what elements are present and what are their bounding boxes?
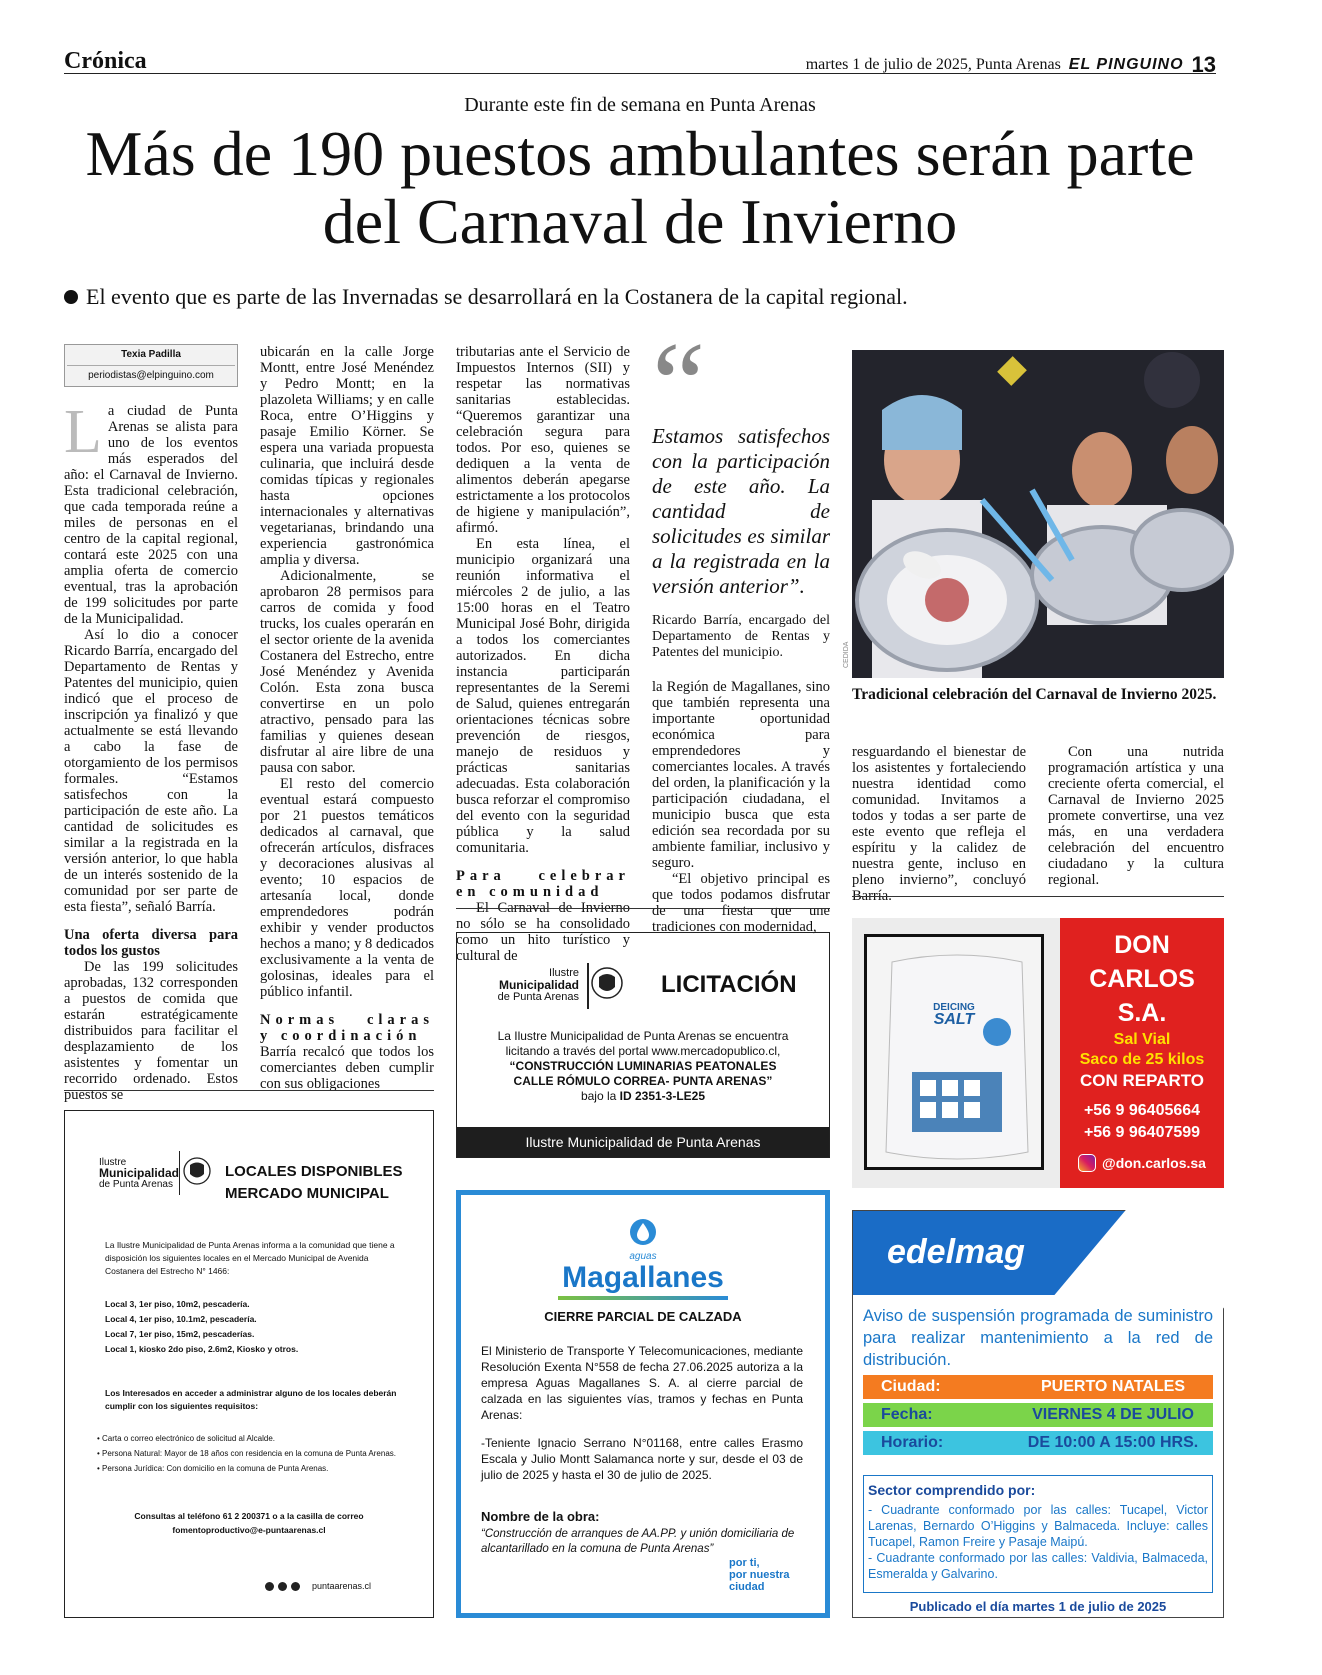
instagram-icon [1078, 1154, 1096, 1172]
logo-text: Ilustre [549, 967, 579, 979]
author-name: Texia Padilla [67, 347, 235, 366]
newspaper-brand: EL PINGUINO [1068, 56, 1184, 73]
paragraph: De las 199 solicitudes aprobadas, 132 corresponden a puestos de comida que estarán estratégicamente distribuidos para facilitar el desplazamiento de los asistentes y fomentar un recorrido ordenado. Estos puestos se [64, 959, 238, 1103]
page-header-info [806, 52, 1216, 78]
contact-line: Consultas al teléfono 61 2 200371 o a la casilla de correo [134, 1511, 364, 1521]
aviso-text: Aviso de suspensión programada de suministro para realizar mantenimiento a la red de distribución. [863, 1307, 1213, 1369]
logo-text: Ilustre [99, 1157, 127, 1168]
slogan-text: por [729, 1557, 750, 1569]
drummers-illustration [852, 350, 1224, 678]
author-email[interactable]: periodistas@elpinguino.com [88, 370, 214, 381]
row-label: Ciudad: [881, 1378, 941, 1395]
ad-line: “CONSTRUCCIÓN LUMINARIAS PEATONALES [509, 1059, 777, 1073]
ad-licitacion [456, 932, 830, 1158]
info-row [863, 1375, 1213, 1399]
paragraph: El resto del comercio eventual estará compuesto por 21 puestos temáticos dedicados al carnaval, que ofrecerán artículos, disfraces y decoraciones alusivas al evento; 10 espacios de artesanía local, donde emprendedores podrán exhibir y vender productos hechos a mano; y 8 dedicados exclusivamente a la venta de golosinas, ideales para el público infantil. [260, 776, 434, 1000]
header-rule [64, 73, 1216, 74]
quote-attribution: Ricardo Barría, encargado del Departamento de Rentas y Patentes del municipio. [652, 613, 830, 660]
ad-title [225, 1161, 403, 1205]
contact-info [65, 1509, 433, 1537]
logo-text: Municipalidad [99, 1166, 180, 1180]
row-value: DE 10:00 A 15:00 HRS. [1027, 1434, 1199, 1451]
twitter-icon[interactable] [278, 1582, 287, 1591]
shield-icon [587, 963, 623, 1009]
ad-aguas-magallanes [456, 1190, 830, 1618]
brand-small: aguas [629, 1251, 657, 1262]
info-row [863, 1403, 1213, 1427]
list-item: Local 4, 1er piso, 10.1m2, pescadería. [105, 1314, 257, 1324]
shield-icon [179, 1151, 213, 1195]
article-column-2 [260, 344, 434, 1092]
slogan [729, 1557, 790, 1593]
paragraph: a ciudad de Punta Arenas se alista para uno de los eventos más esperados del año: el Carnaval de Invierno. Esta tradicional celebración, que cada temporada reúne a miles de personas en el centro de la capital regional, contará este 2025 con una amplia oferta de comercio eventual, tras la aprobación de 199 solicitudes por parte de la Municipalidad. [64, 403, 238, 627]
municipality-logo [99, 1157, 179, 1190]
contact-email[interactable]: fomentoproductivo@e-puntaarenas.cl [172, 1525, 326, 1535]
article-kicker: Durante este fin de semana en Punta Arenas [464, 94, 816, 116]
row-value: PUERTO NATALES [1040, 1378, 1185, 1395]
ad-paragraph: -Teniente Ignacio Serrano N°01168, entre calles Erasmo Escala y Julio Montt Salamanca norte y sur, desde el 03 de julio de 2025 y hasta el 30 de julio de 2025. [481, 1436, 803, 1482]
municipality-logo [479, 967, 579, 1003]
list-item: Local 7, 1er piso, 15m2, pescaderías. [105, 1329, 255, 1339]
subtitle-text: El evento que es parte de las Invernadas se desarrollará en la Costanera de la capital regional. [86, 284, 908, 309]
list-item: Persona Jurídica: Con domicilio en la comuna de Punta Arenas. [102, 1464, 329, 1473]
row-label: Fecha: [881, 1406, 933, 1423]
instagram-handle[interactable] [1060, 1154, 1224, 1172]
logo-text: de Punta Arenas [99, 1179, 173, 1190]
paragraph: resguardando el bienestar de los asistentes y fortaleciendo nuestra identidad como comunidad. Invitamos a todos y todas a ser parte de este evento que refleja el espíritu y la calidez de nuestra gente, incluso en pleno invierno”, concluyó Barría. [852, 744, 1026, 904]
water-drop-icon [628, 1217, 658, 1247]
divider [64, 1090, 434, 1091]
row-label: Horario: [881, 1434, 944, 1451]
info-row [863, 1431, 1213, 1455]
pull-quote: Estamos satisfechos con la participación de este año. La cantidad de solicitudes es similar a la registrada en la versión anterior”. [652, 424, 830, 598]
paragraph: Con una nutrida programación artística y una creciente oferta comercial, el Carnaval de Invierno 2025 promete convertirse, una vez más, en una verdadera celebración del encuentro ciudadano y la cultura regional. [1048, 744, 1224, 888]
delivery-line: CON REPARTO [1079, 1071, 1205, 1090]
social-links [265, 1581, 371, 1591]
article-column-5 [852, 744, 1026, 904]
page-number: 13 [1191, 52, 1216, 77]
list-item: Carta o correo electrónico de solicitud al Alcalde. [102, 1434, 276, 1443]
ad-title: LICITACIÓN [661, 971, 797, 998]
article-column-6 [1048, 744, 1224, 888]
list-item: Local 1, kiosko 2do piso, 2.6m2, Kiosko y otros. [105, 1344, 299, 1354]
article-column-1 [64, 344, 238, 1103]
paragraph: Adicionalmente, se aprobaron 28 permisos para carros de comida y food trucks, los cuales operarán en el sector oriente de la avenida Costanera del Estrecho, entre José Menéndez y Avenida Colón. Esta zona busca convertirse en un polo atractivo, pensado para las familias y quienes desean disfrutar al aire libre de una pausa con sabor. [260, 568, 434, 776]
phone-number[interactable]: +56 9 96405664 [1083, 1102, 1201, 1119]
article-subtitle [64, 284, 908, 310]
slogan-text: ti, [749, 1557, 760, 1569]
slogan-text: nuestra [749, 1569, 790, 1581]
salt-bag-icon [882, 952, 1032, 1166]
facebook-icon[interactable] [265, 1582, 274, 1591]
sector-box [863, 1475, 1213, 1593]
brand-line: DON [1114, 931, 1170, 959]
locales-list [105, 1297, 405, 1357]
brand-name: edelmag [887, 1233, 1025, 1271]
title-line: LOCALES DISPONIBLES [225, 1163, 403, 1180]
don-carlos-panel [1060, 918, 1224, 1188]
ad-subheading: Nombre de la obra: [481, 1509, 600, 1524]
ad-line: licitando a través del portal www.mercadopublico.cl, [505, 1044, 781, 1058]
paragraph: El Carnaval de Invierno no sólo se ha consolidado como un hito turístico y cultural de [456, 900, 630, 964]
paragraph: En esta línea, el municipio organizará una reunión informativa el miércoles 2 de julio, a las 15:00 horas en el Teatro Municipal José Bohr, dirigida a todos los comerciantes autorizados. En dicha instancia participarán representantes de la Seremi de Salud, quienes entregarán orientaciones técnicas sobre prevención de riesgos, manejo de residuos y prácticas sanitarias adecuadas. Esta colaboración busca reforzar el compromiso del evento con la seguridad pública y la salud comunitaria. [456, 536, 630, 856]
requirements-heading: Los Interesados en acceder a administrar alguno de los locales deberán cumplir con los siguientes requisitos: [105, 1388, 397, 1411]
photo-credit: CEDIDA [843, 641, 850, 668]
website-link[interactable]: puntaarenas.cl [312, 1581, 372, 1591]
ad-line: bajo la [580, 1089, 620, 1103]
phone-number[interactable]: +56 9 96407599 [1083, 1124, 1201, 1141]
brand-line: CARLOS [1089, 965, 1195, 993]
article-column-3 [456, 344, 630, 964]
ad-paragraph: El Ministerio de Transporte Y Telecomunicaciones, mediante Resolución Exenta N°558 de fecha 27.06.2025 autoriza a la empresa Aguas Magallanes S. A. al cierre parcial de calzada en las siguientes vías, tramos y fechas en Punta Arenas: [481, 1344, 803, 1422]
logo-text: de Punta Arenas [497, 991, 579, 1003]
ad-don-carlos [852, 918, 1224, 1188]
ad-intro: La Ilustre Municipalidad de Punta Arenas informa a la comunidad que tiene a disposición los siguientes locales en el Mercado Municipal de Avenida Costanera del Estrecho N° 1466: [105, 1240, 395, 1276]
ad-footer: Ilustre Municipalidad de Punta Arenas [457, 1127, 829, 1157]
paragraph: tributarias ante el Servicio de Impuestos Internos (SII) y respetar las normativas sanitarias establecidas. “Queremos garantizar una celebración segura para todos. Por eso, quienes se dediquen a la venta de alimentos deberán apegarse estrictamente a los protocolos de higiene y manipulación”, afirmó. [456, 344, 630, 536]
ad-id: ID 2351-3-LE25 [619, 1089, 706, 1103]
requirements-list: • Carta o correo electrónico de solicitud al Alcalde. • Persona Natural: Mayor de 18 años con residencia en la comuna de Punta Arenas. • Persona Jurídica: Con domicilio en la comuna de Punta Arenas. [97, 1434, 396, 1473]
paragraph: “El objetivo principal es que todos podamos disfrutar de una fiesta que une tradiciones con modernidad, [652, 871, 830, 935]
instagram-text: @don.carlos.sa [1102, 1155, 1206, 1171]
bag-label [914, 1002, 994, 1026]
ad-locales [64, 1110, 434, 1618]
brand-line: S.A. [1117, 999, 1167, 1027]
slogan-text: ciudad [729, 1581, 765, 1593]
ad-paragraph: “Construcción de arranques de AA.PP. y unión domiciliaria de alcantarillado en la comuna de Punta Arenas” [481, 1528, 795, 1555]
list-item: Persona Natural: Mayor de 18 años con residencia en la comuna de Punta Arenas. [102, 1449, 396, 1458]
header-date: martes 1 de julio de 2025, Punta Arenas [805, 56, 1061, 73]
divider [852, 896, 1224, 897]
ad-edelmag [852, 1210, 1224, 1618]
ad-line: CALLE RÓMULO CORREA- PUNTA ARENAS” [513, 1074, 773, 1088]
article-title: Más de 190 puestos ambulantes serán parte del Carnaval de Invierno [85, 118, 1195, 257]
product-line: Sal Vial [1113, 1031, 1171, 1048]
ad-body [457, 1029, 829, 1104]
subheading: Una oferta diversa para todos los gustos [64, 927, 238, 959]
published-date: Publicado el día martes 1 de julio de 2025 [909, 1599, 1167, 1614]
info-rows [863, 1375, 1213, 1455]
product-line: Saco de 25 kilos [1079, 1051, 1205, 1068]
list-item: Local 3, 1er piso, 10m2, pescadería. [105, 1299, 250, 1309]
bag-label-line: DEICING [933, 1002, 975, 1013]
article-column-4 [652, 317, 830, 935]
paragraph: ubicarán en la calle Jorge Montt, entre José Menéndez y Pedro Montt; en la plazoleta Williams; y en calle Roca, entre O’Higgins y pasaje Emilio Körner. Se espera una variada propuesta culinaria, que incluirá desde comidas típicas y regionales hasta opciones internacionales y alternativas vegetarianas, brindando una experiencia gastronómica amplia y diversa. [260, 344, 434, 568]
subheading: Normas claras y coordinación [260, 1012, 434, 1044]
ad-line: La Ilustre Municipalidad de Punta Arenas se encuentra [497, 1029, 789, 1043]
sector-item: - Cuadrante conformado por las calles: Valdivia, Balmaceda, Esmeralda y Galvarino. [868, 1551, 1208, 1581]
section-label: Crónica [64, 48, 147, 74]
divider [456, 908, 830, 909]
paragraph: Barría recalcó que todos los comerciantes deben cumplir con sus obligaciones [260, 1044, 434, 1092]
salt-bag-image [852, 918, 1060, 1188]
photo-caption: Tradicional celebración del Carnaval de Invierno 2025. [852, 686, 1217, 703]
dropcap: L [64, 398, 102, 466]
sector-heading: Sector comprendido por: [868, 1482, 1036, 1498]
carnival-photo [843, 350, 1224, 678]
bag-label-line: SALT [933, 1011, 975, 1028]
ad-title: CIERRE PARCIAL DE CALZADA [544, 1309, 742, 1324]
sector-item: - Cuadrante conformado por las calles: Tucapel, Victor Larenas, Bernardo O’Higgins y Balmaceda. Incluye: calles Tucapel, Ramon Freire y Pasaje Maipú. [868, 1503, 1208, 1549]
paragraph: Así lo dio a conocer Ricardo Barría, encargado del Departamento de Rentas y Patentes del municipio, quien indicó que el proceso de inscripción ya finalizó y que actualmente se está llevando a cabo la fase de otorgamiento de los permisos formales. “Estamos satisfechos con la participación de este año. La cantidad de solicitudes es similar a la registrada en la versión anterior, lo que habla de un interés sostenido de la comunidad por ser parte de esta fiesta”, señaló Barría. [64, 627, 238, 915]
logo-text: Municipalidad [498, 978, 579, 992]
subheading: Para celebrar en comunidad [456, 868, 630, 900]
brand-name [1060, 928, 1224, 1030]
brand-name: Magallanes [562, 1261, 724, 1294]
bullet-icon [64, 290, 78, 304]
title-line: MERCADO MUNICIPAL [225, 1185, 389, 1202]
paragraph: la Región de Magallanes, sino que también representa una importante oportunidad económica para emprendedores y comerciantes locales. A través del orden, la planificación y la participación ciudadana, el municipio busca que esta edición sea recordada por su ambiente familiar, inclusivo y seguro. [652, 679, 830, 871]
slogan-text: por [729, 1569, 750, 1581]
edelmag-header [853, 1211, 1223, 1295]
quote-mark-icon: “ [652, 317, 706, 450]
aguas-logo [461, 1217, 825, 1300]
byline [64, 344, 238, 387]
brand-swoosh [558, 1296, 728, 1300]
row-value: VIERNES 4 DE JULIO [1032, 1406, 1194, 1423]
instagram-icon[interactable] [291, 1582, 300, 1591]
